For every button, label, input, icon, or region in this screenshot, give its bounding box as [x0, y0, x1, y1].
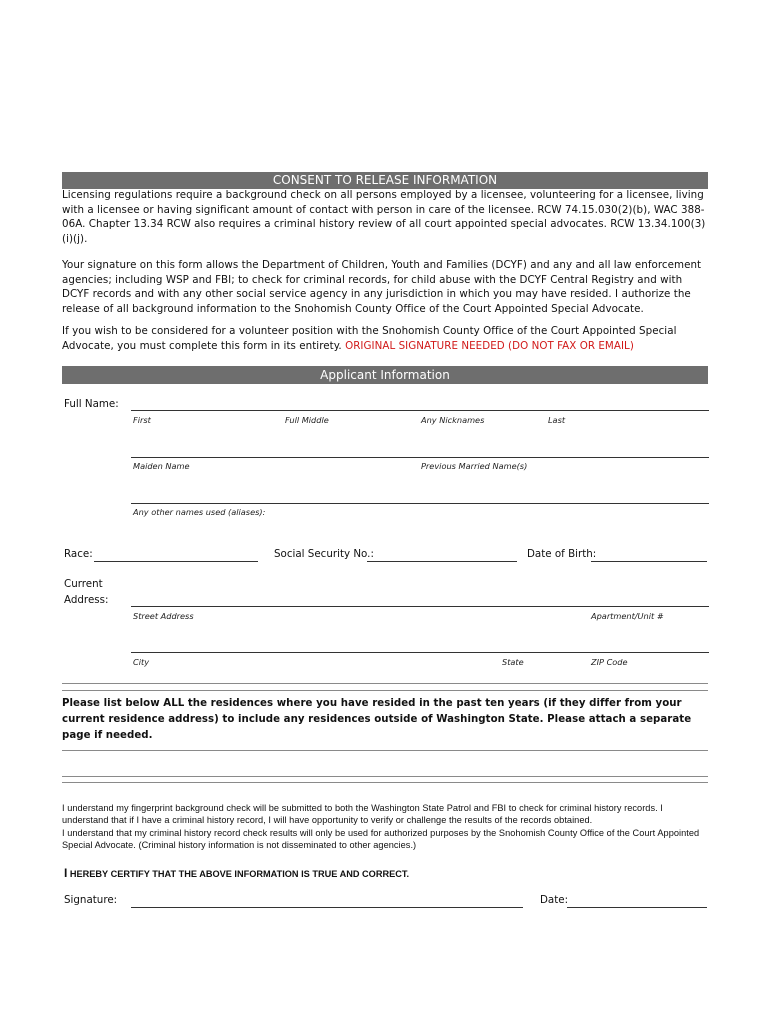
city-state-zip-field[interactable]: [131, 652, 709, 653]
maiden-name-field[interactable]: [131, 457, 709, 458]
residence-line-2[interactable]: [62, 776, 708, 777]
intro-paragraph-3-text: If you wish to be considered for a volunteer position with the Snohomish County Office of the Court Appointed Special Advocate, you must complete this form in its entirety.: [62, 325, 677, 352]
certification-statement: [64, 866, 409, 880]
page-title: CONSENT TO RELEASE INFORMATION: [272, 173, 498, 187]
residence-line-1[interactable]: [62, 750, 708, 751]
state-caption: State: [502, 657, 524, 667]
ssn-label: Social Security No.:: [274, 548, 374, 560]
aliases-field[interactable]: [131, 503, 709, 504]
residence-instructions: Please list below ALL the residences where you have resided in the past ten years (if they differ from your current residence address) to include any residences outside of Washington State. Please attach a separate page if needed.: [62, 698, 692, 741]
certification-text: HEREBY CERTIFY THAT THE ABOVE INFORMATION IS TRUE AND CORRECT.: [67, 869, 409, 879]
signature-label: Signature:: [64, 894, 118, 906]
acknowledgement-line-1: I understand my fingerprint background check will be submitted to both the Washington State Patrol and FBI to check for criminal history records. I understand that if I have a criminal history record, I will have opportunity to verify or challenge the results of the records obtained.: [62, 803, 663, 826]
address-label: Address:: [64, 594, 109, 606]
full-name-label: Full Name:: [64, 398, 119, 410]
dob-field[interactable]: [591, 561, 707, 562]
nicknames-caption: Any Nicknames: [421, 415, 485, 425]
city-caption: City: [133, 657, 150, 667]
applicant-section-bar: [62, 366, 708, 384]
signature-field[interactable]: [131, 907, 523, 908]
intro-paragraph-3: [62, 324, 710, 353]
consent-title-bar: [62, 172, 708, 189]
residence-line-3[interactable]: [62, 782, 708, 783]
divider-line: [62, 690, 708, 691]
street-address-field[interactable]: [131, 606, 709, 607]
intro-paragraph-2: Your signature on this form allows the Department of Children, Youth and Families (DCYF) and any and all law enforcement agencies; including WSP and FBI; to check for criminal records, for child abuse with the DCYF Central Registry and with DCYF records and with any other social service agency in any jurisdiction in which you may have resided. I authorize the release of all background information to the Snohomish County Office of the Court Appointed Special Advocate.: [62, 259, 702, 315]
date-label: Date:: [540, 894, 569, 906]
last-name-caption: Last: [548, 415, 566, 425]
full-name-field[interactable]: [131, 410, 709, 411]
maiden-name-caption: Maiden Name: [133, 461, 190, 471]
ssn-field[interactable]: [367, 561, 517, 562]
apartment-caption: Apartment/Unit #: [591, 611, 664, 621]
divider-line: [62, 683, 708, 684]
race-field[interactable]: [94, 561, 258, 562]
intro-paragraph-1: Licensing regulations require a background check on all persons employed by a licensee, volunteering for a licensee, living with a licensee or having significant amount of contact with person in care of the licensee. RCW 74.15.030(2)(b), WAC 388-06A. Chapter 13.34 RCW also requires a criminal history review of all court appointed special advocates. RCW 13.34.100(3)(i)(j).: [62, 189, 706, 245]
certification-initial: I: [64, 866, 68, 880]
acknowledgement-line-2: I understand that my criminal history record check results will only be used for authorized purposes by the Snohomish County Office of the Court Appointed Special Advocate. (Criminal history information is not disseminated to other agencies.): [62, 828, 700, 851]
date-field[interactable]: [567, 907, 707, 908]
dob-label: Date of Birth:: [527, 548, 597, 560]
first-name-caption: First: [133, 415, 151, 425]
street-address-caption: Street Address: [133, 611, 194, 621]
middle-name-caption: Full Middle: [285, 415, 329, 425]
previous-married-caption: Previous Married Name(s): [421, 461, 528, 471]
original-signature-notice: ORIGINAL SIGNATURE NEEDED (DO NOT FAX OR EMAIL): [345, 339, 634, 352]
zip-caption: ZIP Code: [591, 657, 628, 667]
aliases-caption: Any other names used (aliases):: [133, 507, 266, 517]
current-label: Current: [64, 578, 103, 590]
applicant-section-title: Applicant Information: [320, 368, 450, 382]
race-label: Race:: [64, 548, 93, 560]
